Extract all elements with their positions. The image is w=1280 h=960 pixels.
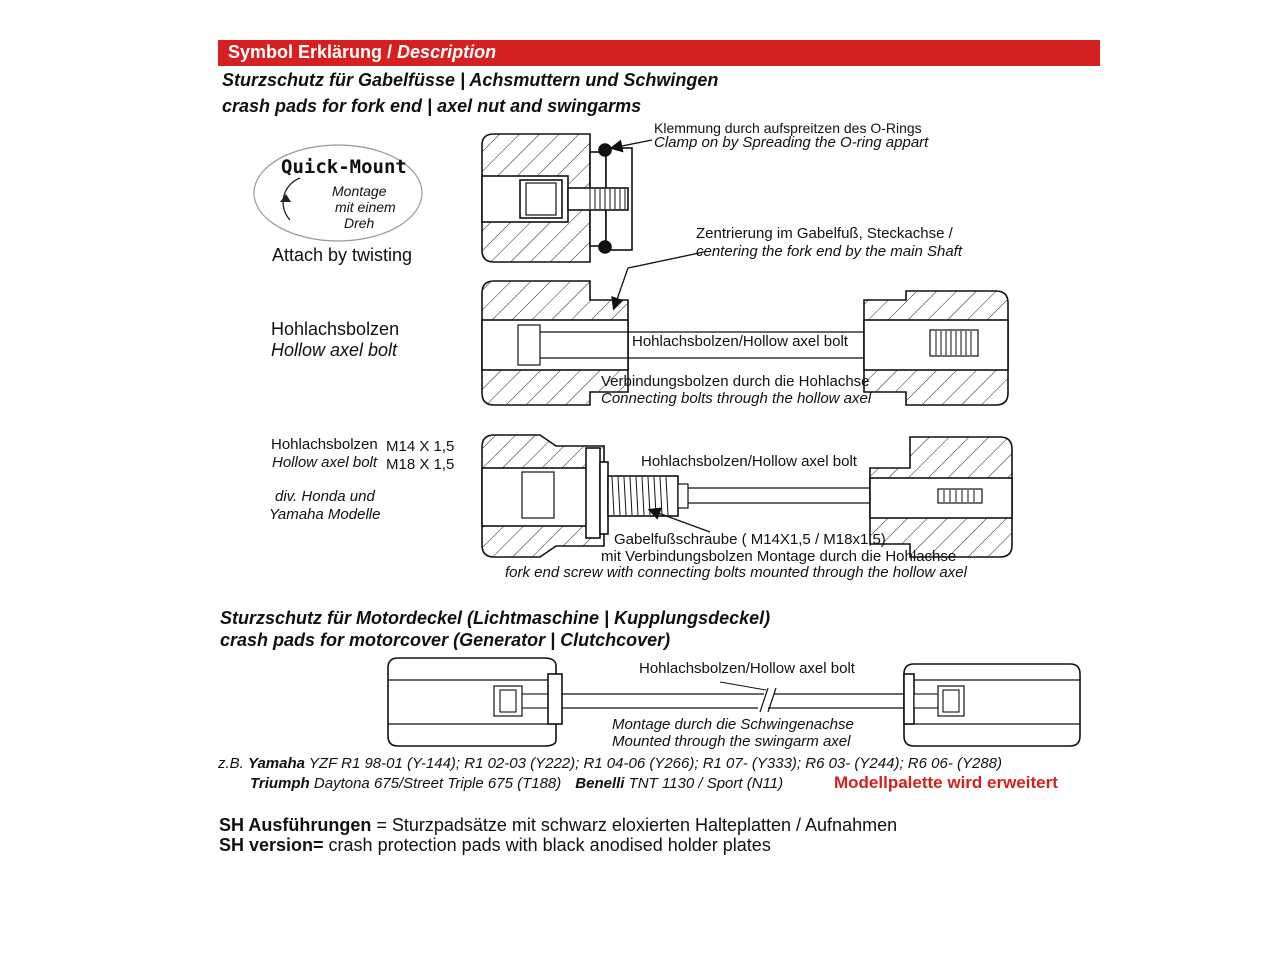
fork-screw-label1: Gabelfußschraube ( M14X1,5 / M18x1,5) [614, 531, 886, 548]
sh-line-en [219, 835, 771, 856]
brand-triumph: Triumph [250, 775, 310, 792]
sh-line-de [219, 815, 897, 836]
brand-yamaha: Yamaha [248, 755, 305, 772]
fork-screw-label3: fork end screw with connecting bolts mounted through the hollow axel [505, 564, 967, 581]
hollow-bolt-side-en: Hollow axel bolt [271, 340, 398, 360]
quickmount-line2: mit einem [335, 199, 396, 215]
models-triumph-list: Daytona 675/Street Triple 675 (T188) [309, 775, 562, 792]
fork-note2: Yamaha Modelle [269, 506, 381, 523]
sh-text-de: = Sturzpadsätze mit schwarz eloxierten Halteplatten / Aufnahmen [371, 815, 898, 835]
hollow-bolt-label: Hohlachsbolzen/Hollow axel bolt [632, 333, 848, 350]
quickmount-title: Quick-Mount [281, 156, 407, 178]
center-label-de: Zentrierung im Gabelfuß, Steckachse / [696, 225, 953, 242]
sh-label-en: SH version= [219, 835, 324, 855]
section2-heading-en: crash pads for motorcover (Generator | Clutchcover) [220, 630, 671, 650]
section1-heading-en: crash pads for fork end | axel nut and swingarms [222, 96, 642, 116]
banner-title-en: Description [397, 42, 497, 62]
fork-bolt-side-de: Hohlachsbolzen [271, 436, 378, 453]
models-prefix: z.B. [218, 755, 249, 772]
fork-bolt-size2: M18 X 1,5 [386, 456, 455, 473]
models-line2 [250, 775, 783, 792]
center-label-en: centering the fork end by the main Shaft [696, 243, 962, 260]
quickmount-caption: Attach by twisting [272, 245, 413, 265]
motor-mount-en: Mounted through the swingarm axel [612, 733, 851, 750]
motor-hollow-bolt-label: Hohlachsbolzen/Hollow axel bolt [639, 660, 855, 677]
hollow-bolt-side-de: Hohlachsbolzen [271, 319, 400, 339]
fork-note1: div. Honda und [275, 488, 375, 505]
connect-label-en: Connecting bolts through the hollow axel [601, 390, 872, 407]
models-line1 [218, 755, 1002, 772]
section2-heading-de: Sturzschutz für Motordeckel (Lichtmaschine | Kupplungsdeckel) [220, 608, 771, 628]
oring-label-en: Clamp on by Spreading the O-ring appart [654, 134, 929, 151]
fork-hollow-bolt-label: Hohlachsbolzen/Hollow axel bolt [641, 453, 857, 470]
models-benelli-list: TNT 1130 / Sport (N11) [624, 775, 784, 792]
quickmount-line1: Montage [332, 183, 387, 199]
sh-text-en: crash protection pads with black anodised holder plates [323, 835, 771, 855]
oring-label-de: Klemmung durch aufspreitzen des O-Rings [654, 120, 922, 136]
quickmount-line3: Dreh [344, 215, 375, 231]
model-range-expanding: Modellpalette wird erweitert [834, 773, 1058, 792]
connect-label-de: Verbindungsbolzen durch die Hohlachse [601, 373, 870, 390]
sh-label-de: SH Ausführungen [219, 815, 372, 835]
fork-bolt-side-en: Hollow axel bolt [272, 454, 378, 471]
models-yamaha-list: YZF R1 98-01 (Y-144); R1 02-03 (Y222); R1 04-06 (Y266); R1 07- (Y333); R6 03- (Y244); R6 06- (Y288) [305, 755, 1003, 772]
brand-benelli: Benelli [575, 775, 625, 792]
section1-heading-de: Sturzschutz für Gabelfüsse | Achsmuttern und Schwingen [222, 70, 719, 90]
banner-title-de: Symbol Erklärung / [228, 42, 398, 62]
fork-bolt-size1: M14 X 1,5 [386, 438, 455, 455]
twist-arrow-icon [280, 194, 291, 202]
motor-mount-de: Montage durch die Schwingenachse [612, 716, 854, 733]
fork-screw-label2: mit Verbindungsbolzen Montage durch die Hohlachse [601, 548, 957, 565]
